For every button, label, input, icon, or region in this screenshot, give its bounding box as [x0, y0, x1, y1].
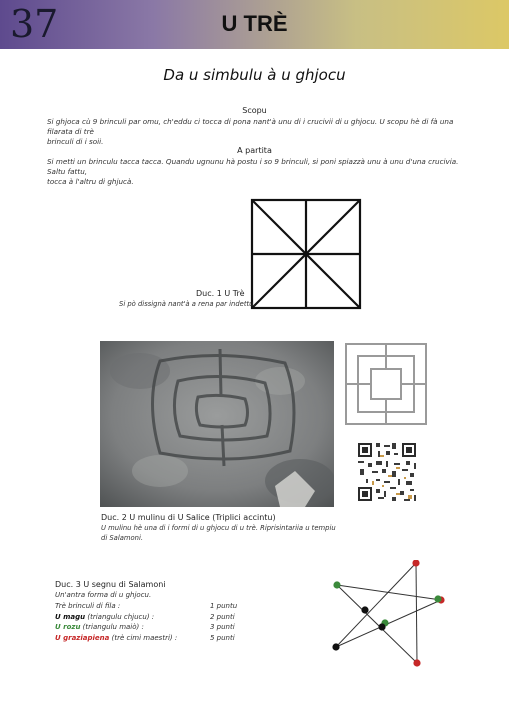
doc2-title: Duc. 2 U mulinu di U Salice (Triplici accintu) [101, 513, 276, 522]
solomon-seal-diagram [328, 560, 448, 670]
score-points: 2 punti [210, 613, 235, 621]
partita-line-1: Si metti un brinculu tacca tacca. Quandu ugnunu hà postu i so 9 brinculi, si poni spiazzà unu à unu d'una crucivia. Saltu fattu, [47, 157, 459, 176]
black-piece [332, 643, 339, 650]
scopu-heading: Scopu [242, 106, 267, 115]
subtitle: Da u simbulu à u ghjocu [163, 66, 346, 84]
doc3-title: Duc. 3 U segnu di Salamoni [55, 580, 166, 589]
mulinu-board-diagram [344, 342, 428, 426]
star-edge [337, 585, 441, 600]
score-points: 1 puntu [210, 602, 238, 610]
star-edge [336, 563, 416, 647]
header-band [0, 0, 509, 49]
green-piece [333, 581, 340, 588]
black-piece [361, 606, 368, 613]
scopu-text [47, 117, 462, 147]
star-edge [416, 563, 417, 663]
doc1-caption: Si pò dissignà nant'à a rena par indettu. [119, 300, 256, 308]
doc2-caption-line-2: di Salamoni. [101, 533, 144, 542]
doc2-caption-line-1: U mulinu hè una di i formi di u ghjocu di u trè. Riprisintariia u tempiu [101, 524, 336, 532]
doc1-title: Duc. 1 U Trè [196, 289, 245, 298]
red-piece [413, 659, 420, 666]
partita-line-2: tocca à l'altru di ghjucà. [47, 177, 134, 186]
scopu-line-2: brinculi di i soii. [47, 137, 104, 146]
page-title: U TRÈ [221, 11, 288, 36]
score-label: U magu (triangulu chjucu) : [55, 613, 155, 621]
star-edge [337, 585, 417, 663]
score-points: 5 punti [210, 634, 235, 642]
partita-text [47, 157, 462, 187]
score-label: Trè brinculi di fila : [55, 602, 121, 610]
qr-code [356, 441, 418, 503]
scopu-line-1: Si ghjoca cù 9 brinculi par omu, ch'eddu ci tocca di pona nant'à unu di i crucivii di u ghjocu. U scopu hè di fà una filarata di trè [47, 117, 454, 136]
mulinu-inner-square [371, 369, 401, 399]
page-number: 37 [10, 2, 59, 46]
score-label: U rozu (triangulu maiò) : [55, 623, 144, 631]
black-piece [378, 623, 385, 630]
score-points: 3 punti [210, 623, 235, 631]
doc2-caption [101, 524, 336, 543]
rock-photo-drawing [100, 341, 334, 507]
green-piece [434, 595, 441, 602]
tre-board-diagram [250, 198, 362, 310]
partita-heading: A partita [237, 146, 272, 155]
score-label: U graziapiena (trè cimi maestri) : [55, 634, 178, 642]
doc3-intro: Un'antra forma di u ghjocu. [55, 591, 152, 599]
rock-engraving-photo [100, 341, 334, 507]
